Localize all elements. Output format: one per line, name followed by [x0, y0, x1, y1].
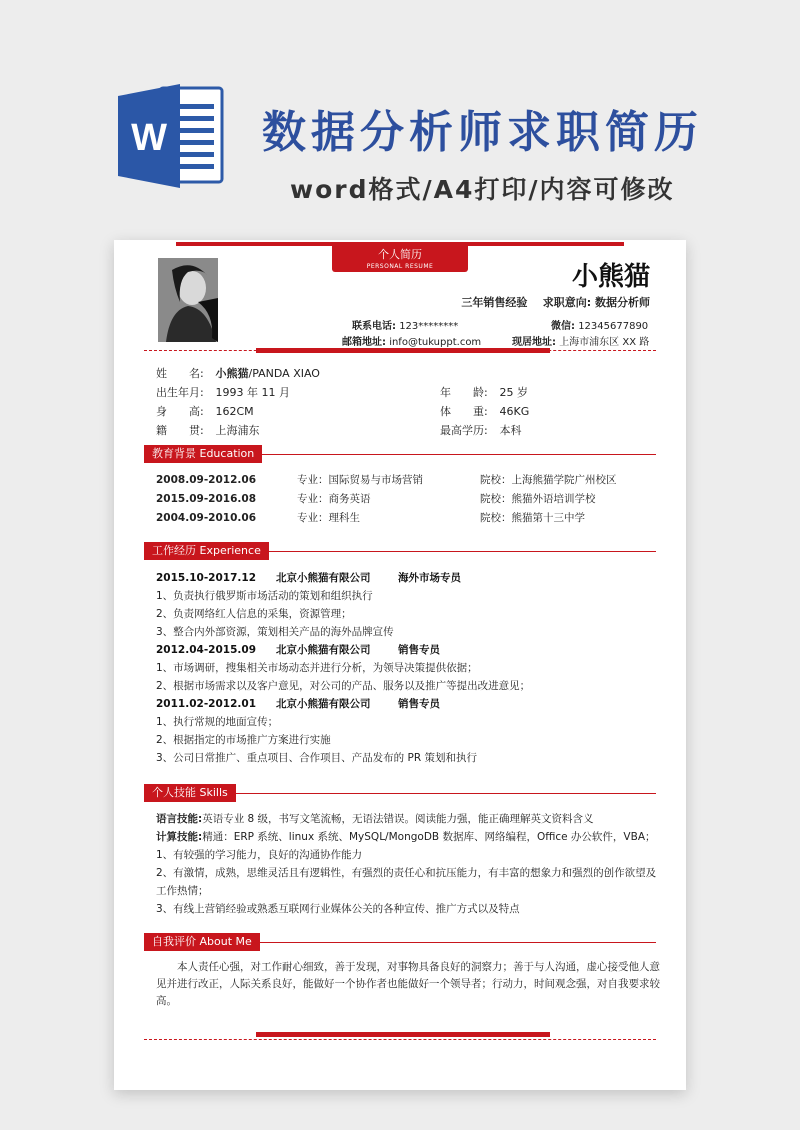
age-value: 25 岁: [499, 386, 528, 399]
skill-item-continued: 工作热情；: [156, 885, 209, 897]
experience-text: 三年销售经验: [461, 296, 528, 309]
edu-school: 院校：熊猫外语培训学校: [480, 493, 596, 505]
footer-dash-rule: [144, 1039, 656, 1040]
address-value: 上海市浦东区 XX 路: [559, 337, 650, 348]
email-label: 邮箱地址:: [342, 337, 386, 348]
word-letter: W: [131, 117, 167, 159]
intent-label: 求职意向:: [542, 296, 592, 309]
lang-label: 语言技能:: [156, 813, 203, 825]
skill-computer: [156, 829, 656, 844]
wechat-label: 微信:: [551, 321, 575, 332]
about-text: 本人责任心强，对工作耐心细致，善于发现，对事物具备良好的洞察力；善于与人沟通，虚心接受他人意见并进行改正，人际关系良好，能做好一个协作者也能做好一个领导者；行动力，时间观念强，对自我要求较高。: [156, 961, 660, 1007]
info-weight: [440, 403, 529, 419]
skills-title: 个人技能 Skills: [144, 784, 236, 802]
info-age: [440, 384, 528, 400]
job-company: 北京小熊猫有限公司: [276, 572, 371, 584]
edu-row: [156, 491, 596, 506]
footer-red-bar: [256, 1032, 550, 1037]
info-education: [440, 422, 522, 438]
origin-value: 上海浦东: [215, 424, 260, 437]
address-label: 现居地址:: [512, 337, 556, 348]
height-value: 162CM: [215, 405, 254, 418]
education-title: 教育背景 Education: [144, 445, 262, 463]
portrait-image: [158, 258, 218, 342]
weight-value: 46KG: [499, 405, 530, 418]
badge-en: PERSONAL RESUME: [366, 263, 434, 270]
wechat-value: 12345677890: [578, 321, 649, 332]
age-label: 年 龄:: [440, 386, 488, 399]
email-row: [342, 333, 481, 348]
edu-date: 2004.09-2010.06: [156, 512, 257, 524]
job-role: 销售专员: [398, 644, 440, 656]
phone-value: 123********: [399, 321, 459, 332]
edu-label: 最高学历:: [440, 424, 488, 437]
job-date: 2011.02-2012.01: [156, 698, 257, 710]
weight-label: 体 重:: [440, 405, 488, 418]
info-name: [156, 365, 320, 381]
resume-paper: [114, 240, 686, 1090]
birth-label: 出生年月:: [156, 386, 204, 399]
wechat-row: [551, 317, 648, 332]
skill-item: 2、有激情，成熟，思维灵活且有逻辑性，有强烈的责任心和抗压能力，有丰富的想象力和强烈的创作欲望及: [156, 867, 657, 879]
resume-badge: [332, 246, 468, 272]
job-date: 2012.04-2015.09: [156, 644, 257, 656]
job-company: 北京小熊猫有限公司: [276, 698, 371, 710]
job-item: 3、整合内外部资源，策划相关产品的海外品牌宣传: [156, 626, 394, 638]
name-value-en: /PANDA XIAO: [248, 367, 320, 380]
edu-date: 2015.09-2016.08: [156, 493, 257, 505]
name-label: 姓 名:: [156, 367, 204, 380]
edu-row: [156, 472, 617, 487]
info-height: [156, 403, 254, 419]
edu-row: [156, 510, 585, 525]
phone-row: [352, 317, 458, 332]
job-item: 2、根据指定的市场推广方案进行实施: [156, 734, 331, 746]
job-item: 2、根据市场需求以及客户意见，对公司的产品、服务以及推广等提出改进意见；: [156, 680, 531, 692]
job-header: [156, 570, 461, 585]
intent-value: 数据分析师: [595, 296, 650, 309]
word-app-icon: [118, 82, 228, 190]
edu-major: 专业：商务英语: [297, 493, 371, 505]
page-subtitle: word格式/A4打印/内容可修改: [290, 175, 675, 204]
birth-value: 1993 年 11 月: [215, 386, 290, 399]
height-label: 身 高:: [156, 405, 204, 418]
profile-photo: [158, 258, 218, 342]
badge-cn: 个人简历: [378, 248, 422, 261]
job-header: [156, 696, 440, 711]
skill-item: 1、有较强的学习能力，良好的沟通协作能力: [156, 849, 363, 861]
name-value: 小熊猫: [215, 367, 249, 380]
job-item: 1、执行常规的地面宣传；: [156, 716, 279, 728]
comp-label: 计算技能:: [156, 831, 203, 843]
job-item: 2、负责网络红人信息的采集，资源管理；: [156, 608, 352, 620]
edu-school: 院校：上海熊猫学院广州校区: [480, 474, 617, 486]
job-item: 1、负责执行俄罗斯市场活动的策划和组织执行: [156, 590, 373, 602]
lang-value: 英语专业 8 级，书写文笔流畅，无语法错误。阅读能力强，能正确理解英文资料含义: [202, 813, 594, 825]
job-role: 销售专员: [398, 698, 440, 710]
comp-value: 精通：ERP 系统、linux 系统、MySQL/MongoDB 数据库、网络编程，Office 办公软件，VBA；: [202, 831, 656, 843]
candidate-name: 小熊猫: [571, 262, 650, 292]
contact-dash-rule: [144, 350, 656, 351]
job-date: 2015.10-2017.12: [156, 572, 257, 584]
job-role: 海外市场专员: [398, 572, 461, 584]
edu-major: 专业：理科生: [297, 512, 360, 524]
job-header: [156, 642, 440, 657]
edu-major: 专业：国际贸易与市场营销: [297, 474, 423, 486]
job-intent: [461, 294, 650, 310]
edu-school: 院校：熊猫第十三中学: [480, 512, 585, 524]
job-item: 3、公司日常推广、重点项目、合作项目、产品发布的 PR 策划和执行: [156, 752, 477, 764]
email-value: info@tukuppt.com: [389, 337, 482, 348]
info-origin: [156, 422, 260, 438]
page-title: 数据分析师求职简历: [262, 107, 703, 158]
edu-value: 本科: [499, 424, 522, 437]
info-birth: [156, 384, 290, 400]
job-item: 1、市场调研，搜集相关市场动态并进行分析，为领导决策提供依据；: [156, 662, 478, 674]
skill-item: 3、有线上营销经验或熟悉互联网行业媒体公关的各种宣传、推广方式以及特点: [156, 903, 520, 915]
about-title: 自我评价 About Me: [144, 933, 260, 951]
page-header: [0, 0, 800, 240]
work-title: 工作经历 Experience: [144, 542, 269, 560]
phone-label: 联系电话:: [352, 321, 396, 332]
address-row: [512, 333, 649, 348]
job-company: 北京小熊猫有限公司: [276, 644, 371, 656]
edu-date: 2008.09-2012.06: [156, 474, 257, 486]
origin-label: 籍 贯:: [156, 424, 204, 437]
skill-language: [156, 811, 594, 826]
